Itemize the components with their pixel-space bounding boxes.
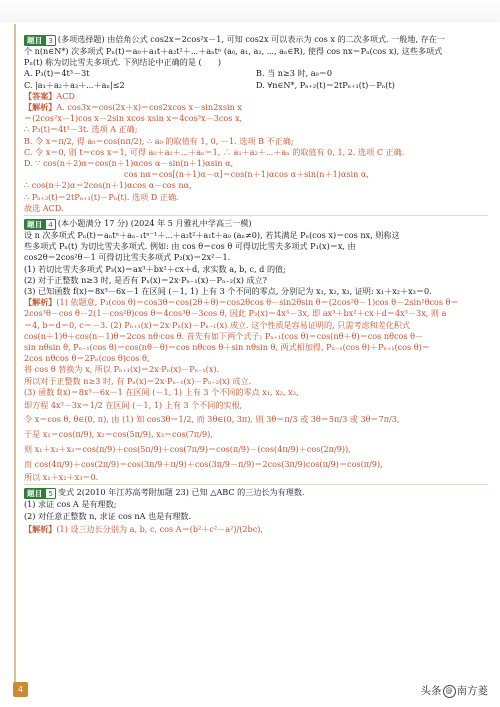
problem5-solution-line-1 bbox=[24, 522, 488, 537]
problem4-solution-line-3: ＝4, b＝d＝0, c＝－3. (2) Pₙ₊₁(x)＝2x·Pₙ(x)－Pₙ₋₁(x) 成立. 这个性质是容易证明的, 只需考虑和差化积式 bbox=[24, 319, 411, 330]
problem3-solution-line-1 bbox=[24, 102, 488, 113]
answer-value: ACD bbox=[56, 90, 75, 101]
problem4-stem-line-6: (2) 对于正整数 n≥3 时, 是否有 Pₙ(x)＝2x·Pₙ₋₁(x)－Pₙ₋₂(x) 成立? bbox=[24, 274, 267, 285]
problem3-stem-line-1 bbox=[24, 34, 488, 46]
problem4-stem-line-2: 设 n 次多项式 Pₙ(t)＝aₙtⁿ＋aₙ₋₁tⁿ⁻¹＋⋯＋a₂t²＋a₁t＋a₀ (aₙ≠0), 若其满足 Pₙ(cos x)＝cos nx, 则称这 bbox=[24, 230, 400, 241]
divider bbox=[24, 215, 488, 216]
problem4-solution-line-6: 2cos nθcos θ＝2Pₙ(cos θ)cos θ, bbox=[24, 353, 150, 364]
problem4-solution-line-13: 则 x₁＋x₂＋x₃＝cos(π/9)＋cos(5π/9)＋cos(7π/9)＝cos(π/9)－(cos(4π/9)＋cos(2π/9)), bbox=[24, 444, 351, 455]
problem4-solution-line-15: 所以 x₁＋x₂＋x₃＝0. bbox=[24, 472, 99, 483]
problem4-solution-line-2: 2cos³θ－cos θ－2(1－cos²θ)cos θ＝4cos³θ－3cos θ, 因此 P₃(x)＝4x³－3x, 即 ax³＋bx²＋cx＋d＝4x³－3x, 则 a bbox=[24, 308, 447, 319]
solution-label: 【解析】 bbox=[24, 102, 57, 113]
problem3-solution-line-2: ＝(2cos²x－1)cos x－2sin xcos xsin x＝4cos³x－3cos x, bbox=[24, 113, 243, 124]
watermark-name: 南方菱 bbox=[456, 685, 488, 697]
problem5-stem-line-1 bbox=[24, 487, 488, 499]
solution-text: (1) 依题意, P₃(cos θ)＝cos3θ＝cos(2θ＋θ)＝cos2θcos θ－sin2θsin θ＝(2cos²θ－1)cos θ－2sin²θcos θ＝ bbox=[56, 297, 459, 308]
problem4-solution-line-14: 而 cos(4π/9)＋cos(2π/9)＝cos(3π/9＋π/9)＋cos(3π/9－π/9)＝2cos(3π/9)cos(π/9)＝cos(π/9), bbox=[24, 459, 383, 470]
problem-text: 变式 2(2010 年江苏高考附加题 23) 已知 △ABC 的三边长为有理数. bbox=[57, 487, 305, 498]
problem-text: (本小题满分 17 分) (2024 年 5 月雅礼中学高三一模) bbox=[57, 218, 252, 229]
problem4-stem-line-3: 些多项式 Pₙ(t) 为切比雪夫多项式. 例如: 由 cos θ＝cos θ 可得切比雪夫多项式 P₁(x)＝x, 由 bbox=[24, 241, 356, 252]
option-c: C. |a₁＋a₂＋a₃＋⋯＋aₙ|≤2 bbox=[24, 79, 125, 90]
problem4-solution-line-1 bbox=[24, 297, 488, 308]
problem4-solution-line-9: (3) 函数 f(x)＝8x³－6x－1 在区间 (－1, 1) 上有 3 个不同的零点 x₁, x₂, x₃, bbox=[24, 386, 299, 397]
problem4-tag bbox=[24, 219, 56, 230]
watermark-prefix: 头条 bbox=[420, 685, 442, 697]
watermark bbox=[421, 683, 489, 698]
page-number-badge: 4 bbox=[13, 682, 28, 697]
problem4-solution-line-5: sin nθsin θ, Pₙ₋₁(cos θ)＝cos(nθ－θ)＝cos nθcos θ＋sin nθsin θ, 两式相加得, Pₙ₋₁(cos θ)＋Pₙ₊₁(cos θ)＝ bbox=[24, 342, 430, 353]
solution-label: 【解析】 bbox=[24, 297, 57, 308]
problem3-answer bbox=[24, 91, 488, 102]
problem4-stem-line-4: cos2θ＝2cos²θ－1 可得切比雪夫多项式 P₂(x)＝2x²－1. bbox=[24, 252, 231, 263]
divider bbox=[24, 484, 488, 485]
problem3-solution-line-9: ∴ Pₙ₊₂(t)＝2tPₙ₊₁(t)－Pₙ(t). 选项 D 正确. bbox=[24, 191, 179, 202]
problem4-solution-line-10: 即方程 4x³－3x＝1/2 在区间 (－1, 1) 上有 3 个不同的实根, bbox=[24, 400, 243, 411]
margin-rule bbox=[14, 24, 16, 686]
problem5-stem-line-3: (2) 对任意正整数 n, 求证 cos nA 也是有理数. bbox=[24, 510, 192, 521]
option-d: D. ∀n∈N*, Pₙ₊₂(t)＝2tPₙ₊₁(t)－Pₙ(t) bbox=[256, 79, 395, 90]
problem3-solution-line-10: 故选 ACD. bbox=[24, 202, 64, 213]
solution-text: A. cos3x＝cos(2x＋x)＝cos2xcos x－sin2xsin x bbox=[56, 102, 242, 113]
problem4-stem-line-1 bbox=[24, 218, 488, 230]
problem-tag-label: 题目 bbox=[24, 488, 45, 499]
problem3-tag bbox=[24, 35, 56, 46]
problem4-stem-line-7: (3) 已知函数 f(x)＝8x³－6x－1 在区间 (－1, 1) 上有 3 个不同的零点, 分别记为 x₁, x₂, x₃, 证明: x₁＋x₂＋x₃＝0. bbox=[24, 286, 432, 297]
problem3-options-row-1 bbox=[24, 68, 488, 79]
problem4-solution-line-11: 令 x＝cos θ, θ∈(0, π), 由 (1) 知 cos3θ＝1/2, 而 3θ∈(0, 3π), 则 3θ＝π/3 或 3θ＝5π/3 或 3θ＝7π/3, bbox=[24, 414, 400, 425]
problem3-solution-line-5: C. 令 x＝0, 则 t＝cos x＝1, 可得 a₀＋a₁＋⋯＋aₙ＝1, ∴ a₁＋a₂＋⋯＋aₙ 的取值有 0, 1, 2. 选项 C 正确. bbox=[24, 146, 405, 157]
problem5-tag bbox=[24, 488, 56, 499]
problem3-solution-line-3: ∴ P₃(t)＝4t³－3t. 选项 A 正确; bbox=[24, 124, 138, 135]
content-area bbox=[24, 34, 488, 537]
problem3-solution-line-8: ∴ cos(n＋2)α＝2cos(n＋1)αcos α－cos nα, bbox=[24, 180, 192, 191]
solution-text: (1) 设三边长分别为 a, b, c, cos A＝(b²＋c²－a²)/(2bc), bbox=[56, 523, 263, 534]
problem4-stem-line-5: (1) 若切比雪夫多项式 P₃(x)＝ax³＋bx²＋cx＋d, 求实数 a, b, c, d 的值; bbox=[24, 263, 286, 274]
problem4-solution-line-7: 将 cos θ 替换为 x, 所以 Pₙ₊₁(x)＝2x·Pₙ(x)－Pₙ₋₁(x). bbox=[24, 364, 220, 375]
problem-tag-number: 4 bbox=[45, 219, 56, 230]
at-icon: @ bbox=[443, 685, 456, 698]
problem-tag-label: 题目 bbox=[24, 219, 45, 230]
problem-tag-label: 题目 bbox=[24, 35, 45, 46]
problem3-stem-line-2: 个 n(n∈N*) 次多项式 Pₙ(t)＝a₀＋a₁t＋a₂t²＋⋯＋aₙtⁿ (a₀, a₁, a₂, ⋯, aₙ∈R), 使得 cos nx＝Pₙ(cos x), 这些多项式 bbox=[24, 46, 443, 56]
problem4-solution-line-12: 于是 x₁＝cos(π/9), x₂＝cos(5π/9), x₃＝cos(7π/9), bbox=[24, 429, 213, 440]
option-a: A. P₃(t)＝4t³－3t bbox=[24, 68, 90, 79]
problem3-solution-line-7: cos nα＝cos[(n＋1)α－α]＝cos(n＋1)αcos α＋sin(n＋1)αsin α, bbox=[124, 169, 369, 180]
problem3-solution-line-4: B. 令 x＝π/2, 得 a₀＝cos(nπ/2), ∴ a₀ 的取值有 1, 0, －1. 选项 B 不正确; bbox=[24, 135, 294, 146]
problem3-solution-line-6: D. ∵ cos(n＋2)α＝cos(n＋1)αcos α－sin(n＋1)αsin α, bbox=[24, 158, 234, 169]
problem-text: (多项选择题) 由倍角公式 cos2x＝2cos²x－1, 可知 cos2x 可以表示为 cos x 的二次多项式. 一般地, 存在一 bbox=[57, 34, 445, 44]
problem4-solution-line-4: cos(n＋1)θ＋cos(n－1)θ＝2cos nθ·cos θ. 首先有如下两个式子: Pₙ₊₁(cos θ)＝cos(nθ＋θ)＝cos nθcos θ－ bbox=[24, 330, 424, 341]
problem-tag-number: 3 bbox=[45, 35, 56, 46]
top-bar bbox=[0, 0, 500, 22]
problem4-solution-line-8: 所以对于正整数 n≥3 时, 有 Pₙ(x)＝2x·Pₙ₋₁(x)－Pₙ₋₂(x) 成立. bbox=[24, 375, 252, 386]
solution-label: 【解析】 bbox=[24, 523, 57, 534]
answer-label: 【答案】 bbox=[24, 90, 57, 101]
option-b: B. 当 n≥3 时, a₀＝0 bbox=[256, 68, 333, 79]
problem3-options-row-2 bbox=[24, 80, 488, 91]
problem-tag-number: 5 bbox=[45, 488, 56, 499]
problem3-stem-line-3: Pₙ(t) 称为切比雪夫多项式. 下列结论中正确的是 ( ) bbox=[24, 57, 221, 68]
problem5-stem-line-2: (1) 求证 cos A 是有理数; bbox=[24, 499, 117, 510]
